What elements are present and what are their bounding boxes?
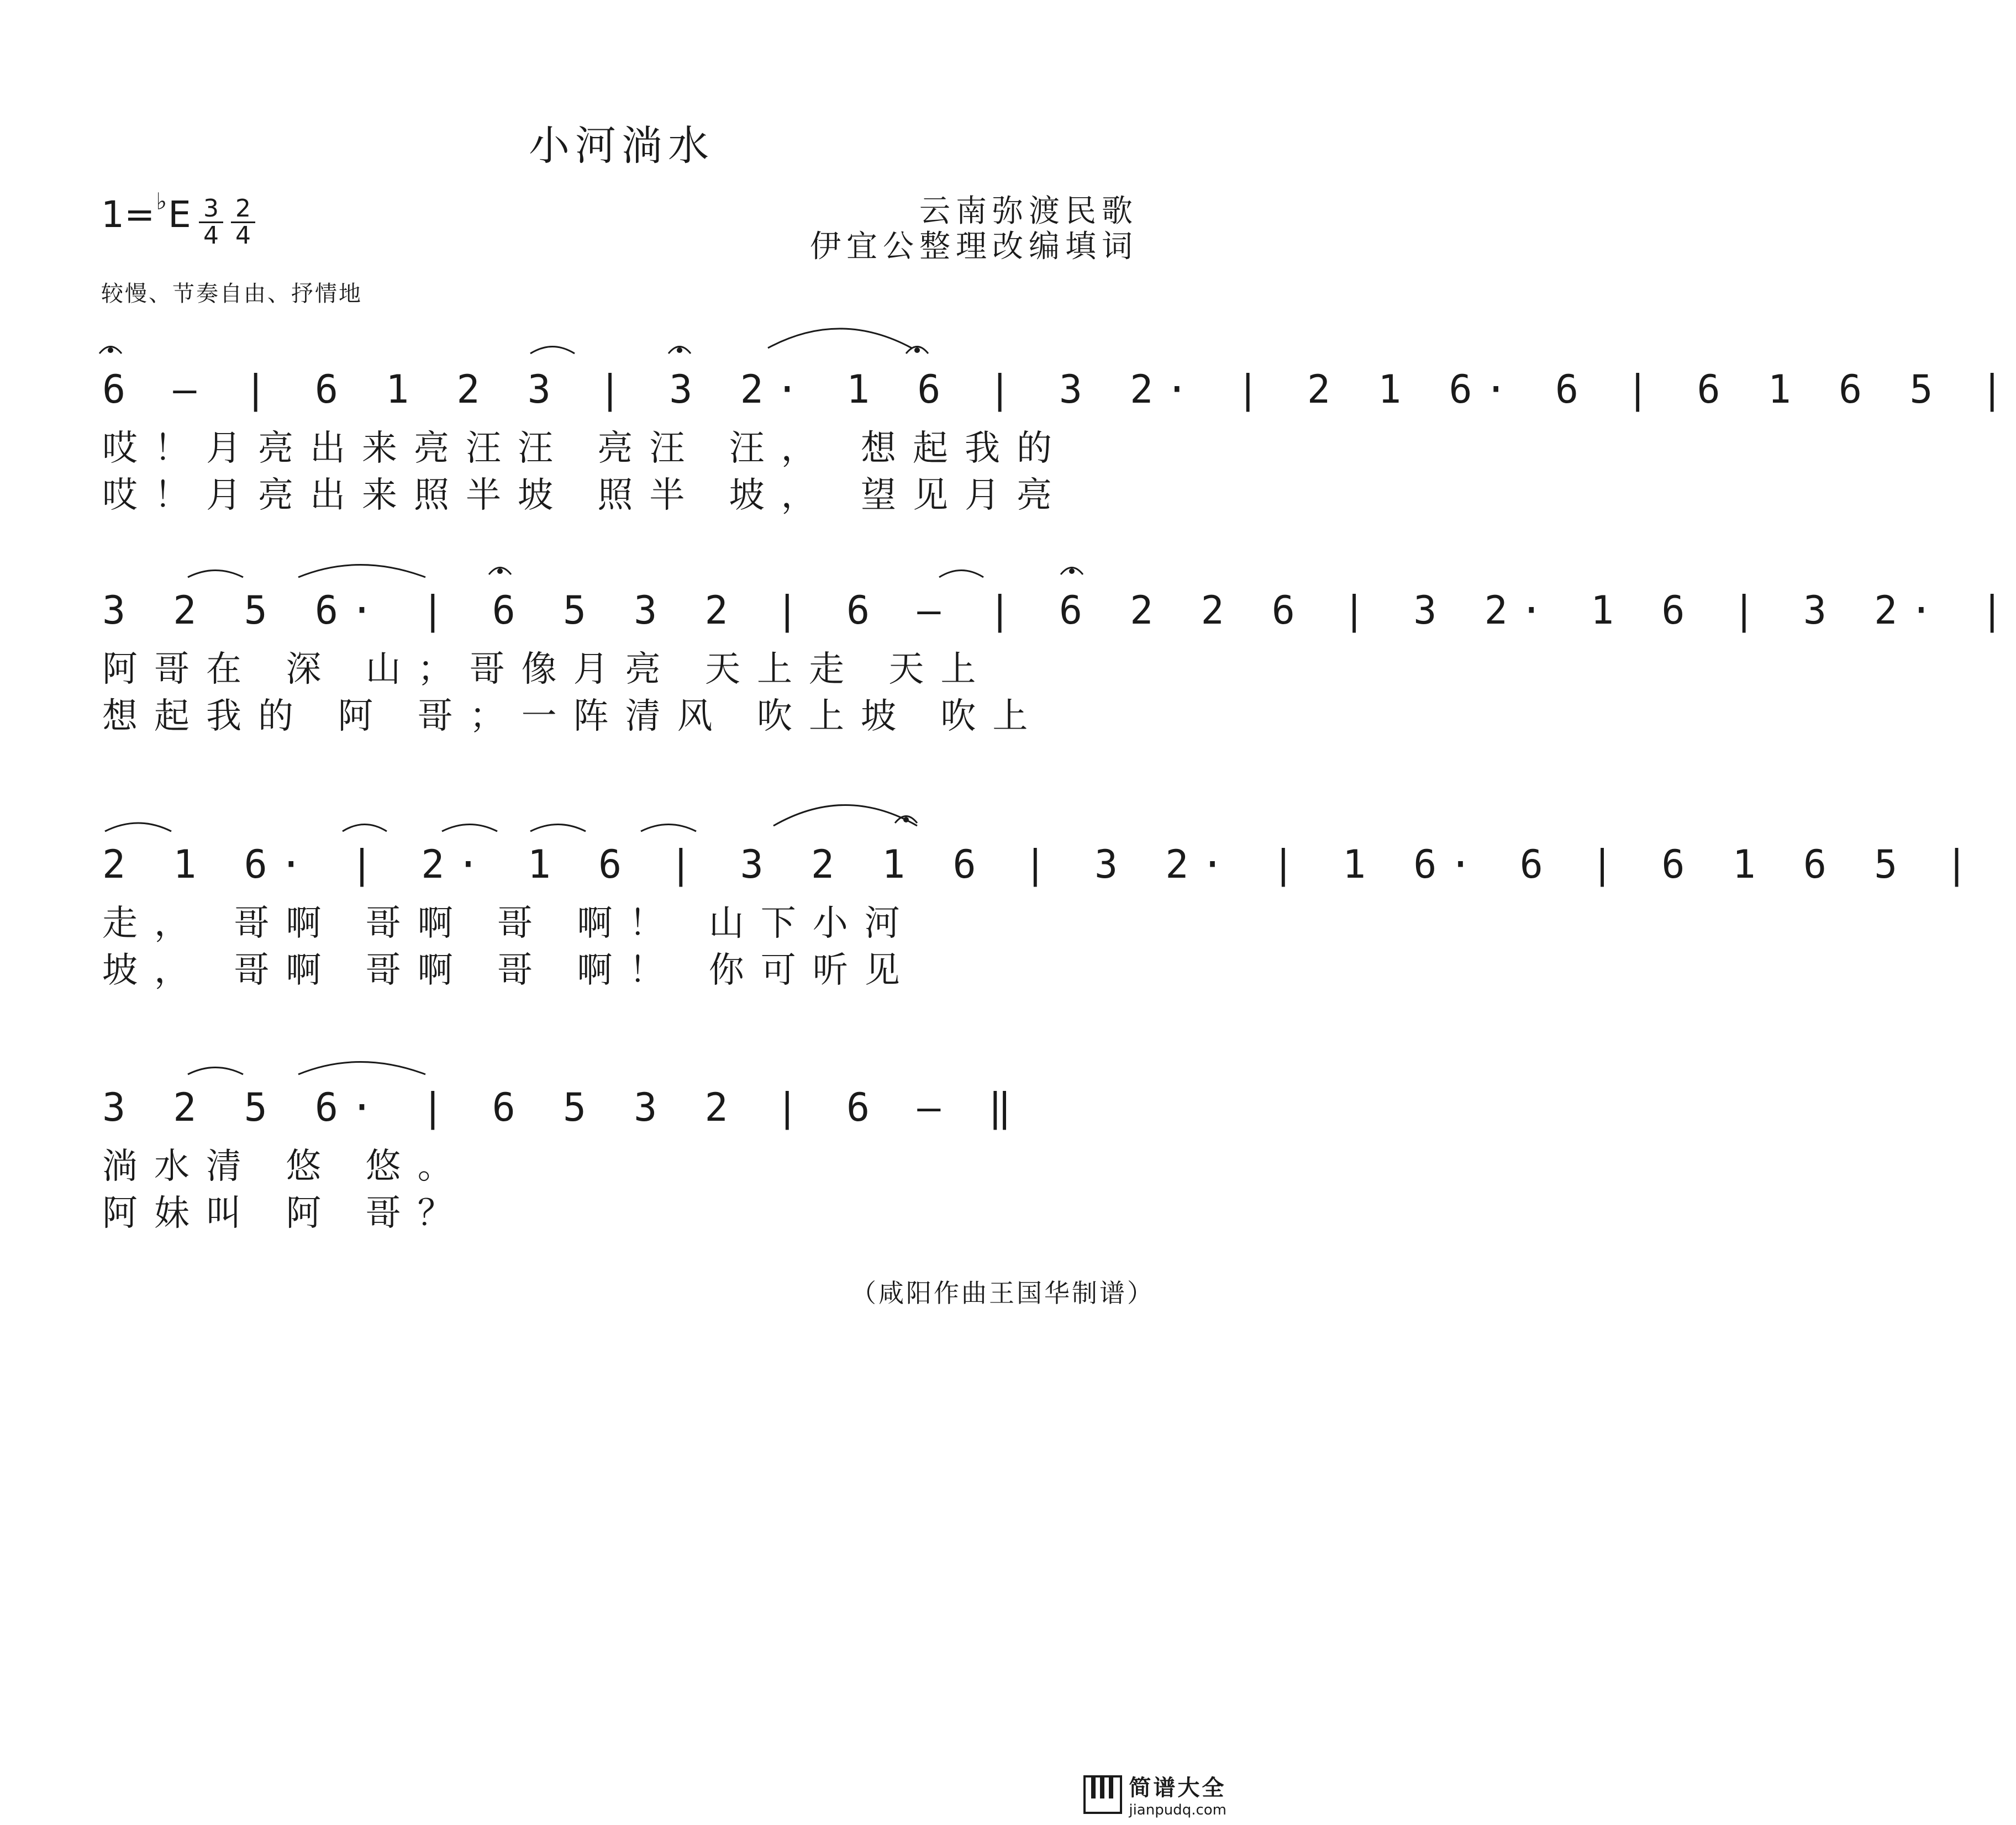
lyric-line-4-verse-2: 阿妹叫 阿 哥？ xyxy=(102,1193,470,1234)
notation-line-1: 6 – | 6 1 2 3 | 3 2· 1 6 | 3 2· | 2 1 6· 6 | 6 1 6 5 | xyxy=(102,367,2016,412)
fermata-mark xyxy=(669,347,691,354)
fermata-mark xyxy=(895,816,917,824)
time-sig-denominator: 4 xyxy=(203,221,219,250)
slur-mark xyxy=(105,823,171,831)
fermata-mark xyxy=(906,347,928,354)
fermata-dot xyxy=(108,347,113,353)
slur-mark xyxy=(530,347,575,354)
time-sig-denominator: 4 xyxy=(235,221,251,250)
time-signature-2-4 xyxy=(231,196,255,249)
time-sig-numerator: 2 xyxy=(231,196,255,223)
fermata-mark xyxy=(99,347,122,354)
notation-line-3: 2 1 6· | 2· 1 6 | 3 2 1 6 | 3 2· | 1 6· 6 | 6 1 6 5 | xyxy=(102,842,1981,887)
time-sig-numerator: 3 xyxy=(199,196,223,223)
lyric-line-2-verse-1: 阿哥在 深 山；哥像月亮 天上走 天上 xyxy=(102,649,993,690)
flat-sign: ♭ xyxy=(156,188,167,215)
slur-mark xyxy=(188,1068,243,1075)
slur-mark xyxy=(343,825,387,832)
time-signature-3-4 xyxy=(199,196,223,249)
slur-mark xyxy=(939,571,983,578)
slur-mark xyxy=(442,825,497,832)
lyric-line-4-verse-1: 淌水清 悠 悠。 xyxy=(102,1146,470,1187)
watermark-name: 简谱大全 xyxy=(1129,1775,1227,1801)
lyric-line-3-verse-2: 坡， 哥啊 哥啊 哥 啊！ 你可听见 xyxy=(102,950,917,991)
slur-mark xyxy=(298,1062,425,1075)
piano-keys-icon xyxy=(1083,1775,1122,1814)
lyric-line-3-verse-1: 走， 哥啊 哥啊 哥 啊！ 山下小河 xyxy=(102,903,917,944)
lyric-line-1-verse-1: 哎！月亮出来亮汪汪 亮汪 汪， 想起我的 xyxy=(102,428,1069,469)
tempo-marking: 较慢、节奏自由、抒情地 xyxy=(101,281,362,307)
notation-line-4: 3 2 5 6· | 6 5 3 2 | 6 – ‖ xyxy=(102,1085,1024,1130)
notation-line-2: 3 2 5 6· | 6 5 3 2 | 6 – | 6 2 2 6 | 3 2· 1 6 | 3 2· | xyxy=(102,588,2016,633)
fermata-dot xyxy=(677,347,682,353)
slur-mark xyxy=(768,329,912,348)
fermata-mark xyxy=(489,568,511,575)
fermata-mark xyxy=(1061,568,1083,575)
slur-mark xyxy=(298,565,425,578)
fermata-dot xyxy=(914,347,920,353)
slur-mark xyxy=(530,825,586,832)
lyric-line-1-verse-2: 哎！月亮出来照半坡 照半 坡， 望见月亮 xyxy=(102,475,1069,516)
fermata-dot xyxy=(1069,568,1075,574)
lyric-line-2-verse-2: 想起我的 阿 哥；一阵清风 吹上坡 吹上 xyxy=(102,696,1045,737)
watermark-logo xyxy=(1083,1770,1227,1818)
slur-mark xyxy=(773,805,917,826)
fermata-dot xyxy=(497,568,503,574)
slur-mark xyxy=(641,825,696,832)
credit-origin: 云南弥渡民歌 xyxy=(919,193,1138,229)
key-note: E xyxy=(168,193,191,236)
watermark-url: jianpudq.com xyxy=(1129,1802,1227,1818)
key-prefix: 1= xyxy=(101,193,155,236)
credit-arranger: 伊宜公整理改编填词 xyxy=(810,229,1138,265)
footer-credit: （咸阳作曲王国华制谱） xyxy=(851,1278,1155,1308)
key-signature xyxy=(101,188,191,236)
page-title: 小河淌水 xyxy=(529,122,714,170)
slur-mark xyxy=(188,571,243,578)
fermata-dot xyxy=(903,817,909,822)
